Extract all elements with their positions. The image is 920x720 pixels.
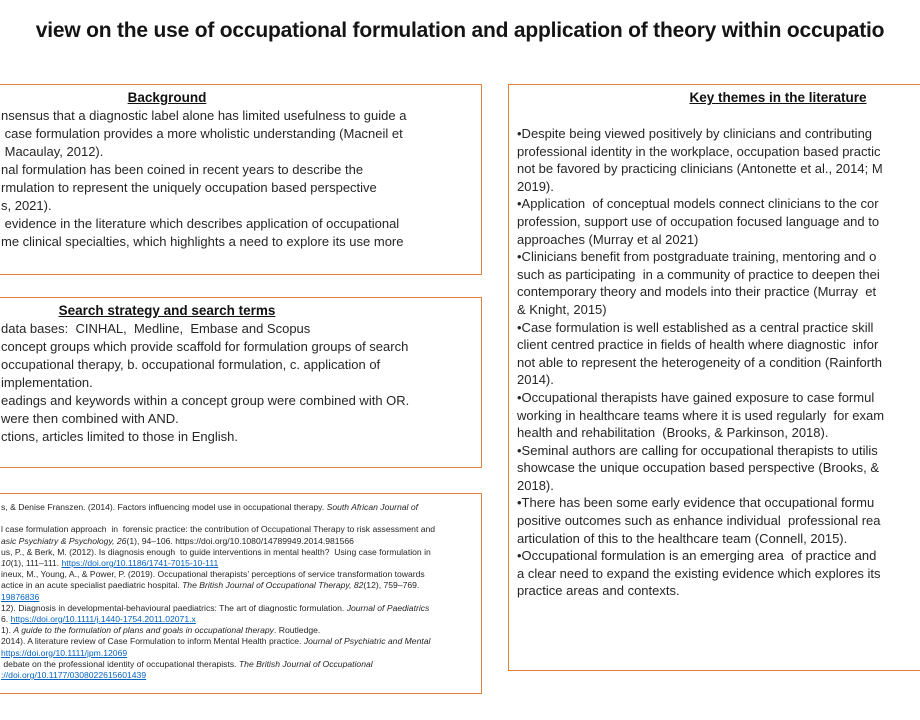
text-line: such as participating in a community of practice to deepen thei (517, 266, 880, 282)
reference-text: ineux, M., Young, A., & Power, P. (2019). Occupational therapists’ perceptions of service transformation towards (1, 569, 425, 580)
background-text (1, 107, 479, 251)
background-heading: Background (127, 90, 207, 105)
text-line: data bases: CINHAL, Medline, Embase and Scopus (1, 321, 311, 336)
journal-title-text: asic Psychiatry & Psychology, 26 (1, 535, 127, 546)
text-line: rmulation to represent the uniquely occupation based perspective (1, 180, 377, 195)
reference-text: (12), 759–769. (363, 580, 420, 591)
reference-text: debate on the professional identity of occupational therapists. (1, 658, 239, 669)
text-line: occupational therapy, b. occupational formulation, c. application of (1, 357, 381, 372)
text-line: s, 2021). (1, 198, 52, 213)
text-line: •Despite being viewed positively by clinicians and contributing (517, 126, 873, 141)
reference-text: 12). Diagnosis in developmental-behavioural paediatrics: The art of diagnostic formulation. (1, 602, 347, 613)
search-strategy-box (0, 297, 482, 468)
text-line: contemporary theory and models into their practice (Murray et (517, 284, 877, 300)
text-line: •Case formulation is well established as a central practice skill (517, 319, 874, 335)
search-strategy-text (1, 320, 479, 446)
reference-link[interactable]: ://doi.org/10.1177/0308022615601439 (1, 670, 147, 681)
text-line: implementation. (1, 375, 93, 390)
poster-title: view on the use of occupational formulation and application of theory within occupatio (35, 19, 885, 42)
reference-text: (1), 94–106. https://doi.org/10.1080/14789949.2014.981566 (126, 535, 354, 546)
reference-text: 2014). A literature review of Case Formulation to inform Mental Health practice. (1, 636, 304, 647)
reference-text: 1). (1, 625, 14, 636)
key-themes-box (508, 84, 920, 671)
text-line: approaches (Murray et al 2021) (517, 231, 699, 247)
text-line: concept groups which provide scaffold for formulation groups of search (1, 339, 409, 354)
journal-title-text: 10 (1, 558, 11, 569)
text-line: nal formulation has been coined in recent years to describe the (1, 162, 364, 177)
reference-text: us, P., & Berk, M. (2012). Is diagnosis enough to guide interventions in mental health? Using case formulation in (1, 546, 431, 557)
journal-title-text: Journal of Psychiatric and Mental (303, 636, 431, 647)
text-line (1, 547, 479, 558)
text-line: •Occupational therapists have gained exposure to case formul (517, 389, 875, 405)
reference-link[interactable]: https://doi.org/10.1111/j.1440-1754.2011.02071.x (10, 614, 196, 625)
text-line: & Knight, 2015) (517, 301, 607, 317)
text-line (1, 502, 479, 513)
text-line (1, 636, 479, 647)
text-line: •Seminal authors are calling for occupational therapists to utilis (517, 442, 878, 458)
journal-title-text: Journal of Paediatrics (346, 602, 430, 613)
journal-title-text: A guide to the formulation of plans and goals in occupational therapy (13, 625, 274, 636)
text-line (1, 648, 479, 659)
text-line (1, 558, 479, 569)
reference-text: actice in an acute specialist paediatric hospital. (1, 580, 183, 591)
text-line (1, 524, 479, 535)
text-line: •Occupational formulation is an emerging area of practice and (517, 548, 877, 564)
text-line: 2019). (517, 178, 554, 194)
text-line: health and rehabilitation (Brooks, & Parkinson, 2018). (517, 425, 829, 441)
references-box (0, 493, 482, 694)
journal-title-text: The British Journal of Occupational (238, 658, 373, 669)
text-line (1, 625, 479, 636)
text-line: positive outcomes such as enhance individual professional rea (517, 513, 881, 529)
text-line: showcase the unique occupation based perspective (Brooks, & (517, 460, 880, 476)
reference-link[interactable]: https://doi.org/10.1186/1741-7015-10-111 (61, 558, 219, 569)
references-text (1, 502, 479, 681)
text-line: evidence in the literature which describes application of occupational (1, 216, 400, 231)
text-line: practice areas and contexts. (517, 583, 680, 599)
text-line (1, 580, 479, 591)
reference-text: s, & Denise Franszen. (2014). Factors influencing model use in occupational therapy. (1, 502, 327, 512)
text-line (1, 536, 479, 547)
text-line: profession, support use of occupation focused language and to (517, 213, 880, 229)
text-line (1, 670, 479, 681)
text-line: case formulation provides a more wholistic understanding (Macneil et (1, 126, 403, 141)
text-line: not be favored by practicing clinicians (Antonette et al., 2014; M (517, 161, 883, 177)
reference-text: . Routledge. (273, 625, 321, 636)
text-line: were then combined with AND. (1, 411, 179, 426)
reference-text: (1), 111–111. (10, 558, 62, 569)
text-line: eadings and keywords within a concept group were combined with OR. (1, 393, 410, 408)
text-line: Macaulay, 2012). (1, 144, 104, 159)
text-line: 2018). (517, 477, 554, 493)
text-line (1, 569, 479, 580)
text-line: a clear need to expand the existing evidence which explores its (517, 565, 881, 581)
text-line: ctions, articles limited to those in English. (1, 429, 238, 444)
key-themes-text (517, 125, 920, 600)
reference-text: 6. (1, 614, 11, 625)
text-line: •Clinicians benefit from postgraduate training, mentoring and o (517, 249, 877, 265)
text-line (1, 592, 479, 603)
journal-title-text: The British Journal of Occupational Therapy, 82 (182, 580, 364, 591)
text-line: nsensus that a diagnostic label alone has limited usefulness to guide a (1, 108, 407, 123)
text-line: working in healthcare teams where it is used regularly for exam (517, 407, 885, 423)
journal-title-text: South African Journal of (326, 502, 419, 512)
text-line (1, 659, 479, 670)
text-line: me clinical specialties, which highlights a need to explore its use more (1, 234, 404, 249)
text-line (1, 603, 479, 614)
text-line: •There has been some early evidence that occupational formu (517, 495, 875, 511)
background-box (0, 84, 482, 275)
text-line: client centred practice in fields of health where diagnostic infor (517, 337, 879, 353)
text-line: not able to represent the heterogeneity of a condition (Rainforth (517, 354, 882, 370)
key-themes-heading: Key themes in the literature (689, 90, 867, 105)
text-line: articulation of this to the healthcare team (Connell, 2015). (517, 530, 848, 546)
text-line (1, 513, 479, 524)
reference-link[interactable]: https://doi.org/10.1111/jpm.12069 (1, 647, 128, 658)
text-line: professional identity in the workplace, occupation based practic (517, 143, 881, 159)
reference-link[interactable]: 19876836 (1, 591, 40, 602)
search-strategy-heading: Search strategy and search terms (58, 303, 276, 318)
text-line: 2014). (517, 372, 554, 388)
text-line (1, 614, 479, 625)
text-line: •Application of conceptual models connect clinicians to the cor (517, 196, 879, 212)
reference-text: l case formulation approach in forensic practice: the contribution of Occupational Therapy to risk assessment and (1, 524, 436, 535)
